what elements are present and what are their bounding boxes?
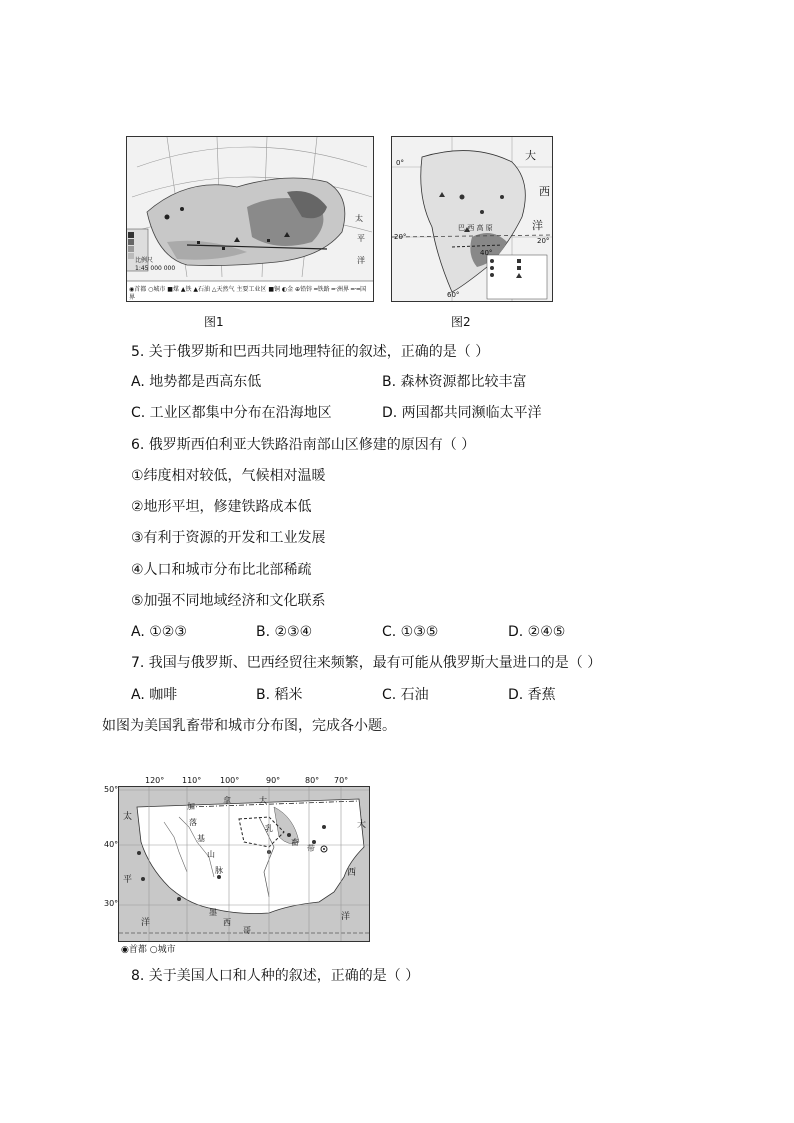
fig2-label-40: 40° — [480, 249, 493, 257]
q6-option-c[interactable]: C. ①③⑤ — [382, 624, 439, 640]
us-label-ka: 加 — [187, 802, 195, 811]
fig1-label-tai: 太 — [355, 214, 363, 223]
us-lon-100: 100° — [220, 776, 240, 785]
fig1-label-ping: 平 — [357, 234, 365, 243]
q7-option-a[interactable]: A. 咖啡 — [131, 687, 178, 703]
us-lon-80: 80° — [305, 776, 320, 785]
fig2-label-60: 60° — [447, 291, 460, 299]
us-label-da-canada: 大 — [259, 796, 267, 805]
fig1-scale: 1:45 000 000 — [135, 265, 176, 272]
q5-option-d[interactable]: D. 两国都共同濒临太平洋 — [382, 405, 542, 421]
us-label-mai: 脉 — [215, 866, 223, 875]
figure2-brazil-map — [391, 136, 553, 302]
fig1-label-yang: 洋 — [357, 256, 365, 265]
q6-item-3: ③有利于资源的开发和工业发展 — [131, 530, 326, 546]
q6-item-4: ④人口和城市分布比北部稀疏 — [131, 562, 312, 578]
us-label-ji: 基 — [197, 834, 205, 843]
us-lon-90: 90° — [266, 776, 281, 785]
fig2-label-country: 巴 西 高 原 — [458, 224, 493, 232]
fig1-legend: ◉首都 ○城市 ■煤 ▲铁 ▲石油 △天然气 主要工业区 ■铜 ◐金 ⊕铅锌 ━铁路 ━·洲界 ━·━国界 — [129, 286, 367, 301]
us-lon-110: 110° — [182, 776, 202, 785]
us-label-dai: 带 — [307, 844, 315, 853]
us-label-na: 拿 — [223, 796, 231, 805]
fig2-label-20b: 20° — [537, 237, 550, 245]
q6-option-b[interactable]: B. ②③④ — [256, 624, 313, 640]
q7-option-c[interactable]: C. 石油 — [382, 687, 429, 703]
us-label-luo: 落 — [189, 818, 197, 827]
us-label-ping: 平 — [123, 875, 133, 885]
us-label-xi-mexico: 西 — [223, 918, 231, 927]
us-label-shan: 山 — [207, 850, 215, 859]
us-lon-120: 120° — [145, 776, 165, 785]
us-lat-40: 40° — [104, 840, 119, 849]
us-label-yang-west: 洋 — [141, 918, 151, 928]
q6-item-1: ①纬度相对较低，气候相对温暖 — [131, 468, 326, 484]
question-6-stem: 6. 俄罗斯西伯利亚大铁路沿南部山区修建的原因有（ ） — [131, 437, 476, 453]
us-lat-50: 50° — [104, 785, 119, 794]
us-label-mo: 墨 — [209, 908, 217, 917]
q6-option-d[interactable]: D. ②④⑤ — [508, 624, 566, 640]
q7-option-d[interactable]: D. 香蕉 — [508, 687, 556, 703]
fig2-label-20a: 20° — [394, 233, 407, 241]
fig2-label-da: 大 — [525, 149, 536, 162]
question-5-stem: 5. 关于俄罗斯和巴西共同地理特征的叙述，正确的是（ ） — [131, 344, 490, 360]
us-lat-30: 30° — [104, 899, 119, 908]
fig2-label-0: 0° — [396, 159, 404, 167]
q7-option-b[interactable]: B. 稻米 — [256, 687, 303, 703]
figure2-caption: 图2 — [451, 315, 471, 329]
us-label-tai: 太 — [123, 812, 133, 822]
figure1-caption: 图1 — [204, 315, 224, 329]
us-label-xu: 畜 — [291, 838, 299, 847]
q6-item-2: ②地形平坦，修建铁路成本低 — [131, 499, 312, 515]
us-label-yang-east: 洋 — [341, 912, 351, 922]
us-label-ru: 乳 — [265, 824, 273, 833]
q5-option-c[interactable]: C. 工业区都集中分布在沿海地区 — [131, 405, 332, 421]
q5-option-b[interactable]: B. 森林资源都比较丰富 — [382, 374, 527, 390]
us-label-xi: 西 — [347, 868, 357, 878]
us-label-da-atlantic: 大 — [357, 820, 367, 830]
fig2-label-yang: 洋 — [532, 219, 543, 232]
question-7-stem: 7. 我国与俄罗斯、巴西经贸往来频繁，最有可能从俄罗斯大量进口的是（ ） — [131, 655, 602, 671]
q6-item-5: ⑤加强不同地域经济和文化联系 — [131, 593, 326, 609]
fig2-label-xi: 西 — [539, 185, 550, 198]
section-intro: 如图为美国乳畜带和城市分布图，完成各小题。 — [102, 718, 396, 734]
us-dairy-belt-map — [118, 786, 370, 942]
fig1-legend-title: 比例尺 — [135, 257, 154, 264]
us-label-ge: 哥 — [243, 926, 251, 935]
us-lon-70: 70° — [334, 776, 349, 785]
figure1-russia-map — [126, 136, 374, 302]
q6-option-a[interactable]: A. ①②③ — [131, 624, 187, 640]
us-map-legend: ◉首都 ○城市 — [121, 945, 176, 955]
q5-option-a[interactable]: A. 地势都是西高东低 — [131, 374, 262, 390]
question-8-stem: 8. 关于美国人口和人种的叙述，正确的是（ ） — [131, 968, 420, 984]
